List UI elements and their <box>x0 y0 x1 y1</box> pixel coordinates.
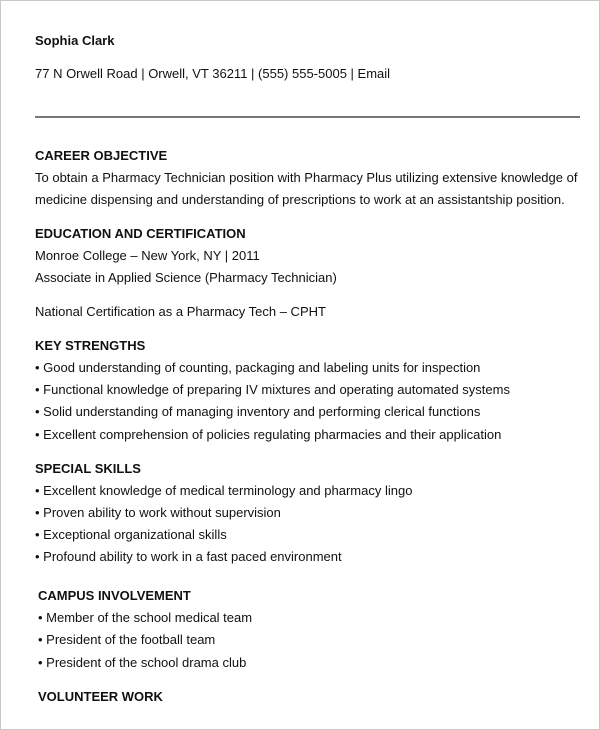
list-item: • Exceptional organizational skills <box>35 527 227 542</box>
list-item: • Solid understanding of managing inventory and performing clerical functions <box>35 404 481 419</box>
list-item: • Proven ability to work without supervision <box>35 505 281 520</box>
key-strengths-heading: KEY STRENGTHS <box>35 338 146 353</box>
list-item: • Functional knowledge of preparing IV mixtures and operating automated systems <box>35 382 510 397</box>
list-item: • Profound ability to work in a fast paced environment <box>35 549 342 564</box>
header-divider <box>35 116 580 118</box>
list-item: • President of the football team <box>38 632 216 647</box>
campus-involvement-heading: CAMPUS INVOLVEMENT <box>38 588 191 603</box>
career-objective-text: To obtain a Pharmacy Technician position with Pharmacy Plus utilizing extensive knowledge of <box>35 170 578 185</box>
candidate-name: Sophia Clark <box>35 33 115 48</box>
career-objective-text: medicine dispensing and understanding of prescriptions to work at an assistantship position. <box>35 192 565 207</box>
list-item: • Excellent comprehension of policies regulating pharmacies and their application <box>35 427 502 442</box>
certification-line: National Certification as a Pharmacy Tech – CPHT <box>35 304 326 319</box>
volunteer-work-heading: VOLUNTEER WORK <box>38 689 163 704</box>
education-line: Monroe College – New York, NY | 2011 <box>35 248 260 263</box>
career-objective-heading: CAREER OBJECTIVE <box>35 148 168 163</box>
education-heading: EDUCATION AND CERTIFICATION <box>35 226 246 241</box>
list-item: • Good understanding of counting, packaging and labeling units for inspection <box>35 360 481 375</box>
special-skills-heading: SPECIAL SKILLS <box>35 461 141 476</box>
contact-line: 77 N Orwell Road | Orwell, VT 36211 | (555) 555-5005 | Email <box>35 66 391 81</box>
list-item: • Member of the school medical team <box>38 610 253 625</box>
education-line: Associate in Applied Science (Pharmacy Technician) <box>35 270 337 285</box>
list-item: • President of the school drama club <box>38 655 247 670</box>
list-item: • Excellent knowledge of medical terminology and pharmacy lingo <box>35 483 413 498</box>
